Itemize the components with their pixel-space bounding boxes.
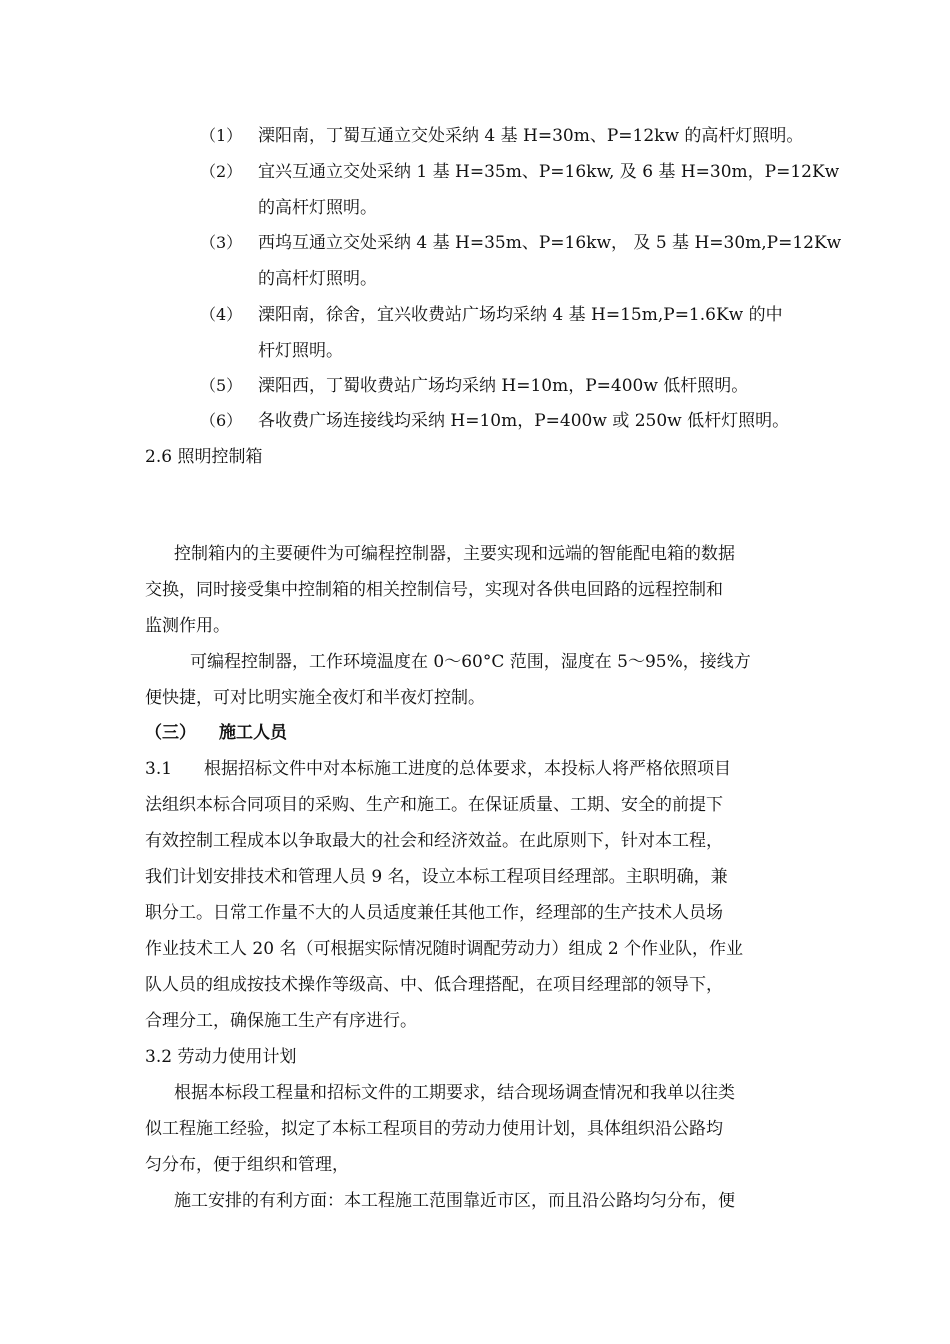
paragraph-line: 队人员的组成按技术操作等级高、中、低合理搭配，在项目经理部的领导下， (145, 975, 723, 995)
list-number: （4） (200, 305, 243, 324)
paragraph-line: 控制箱内的主要硬件为可编程控制器，主要实现和远端的智能配电箱的数据 (174, 544, 735, 564)
paragraph-line: 作业技术工人 20 名（可根据实际情况随时调配劳动力）组成 2 个作业队，作业 (145, 939, 744, 959)
paragraph-line: 便快捷，可对比明实施全夜灯和半夜灯控制。 (145, 688, 485, 708)
list-text: 杆灯照明。 (258, 341, 343, 361)
section-number: （三） (145, 723, 196, 743)
paragraph-line: 根据本标段工程量和招标文件的工期要求，结合现场调查情况和我单以往类 (174, 1083, 735, 1103)
paragraph-line: 我们计划安排技术和管理人员 9 名，设立本标工程项目经理部。主职明确，兼 (145, 867, 728, 887)
paragraph-line: 似工程施工经验，拟定了本标工程项目的劳动力使用计划，具体组织沿公路均 (145, 1119, 723, 1139)
paragraph-line: 匀分布，便于组织和管理， (145, 1155, 349, 1175)
paragraph-line: 合理分工，确保施工生产有序进行。 (145, 1011, 417, 1031)
list-number: （6） (200, 411, 243, 430)
list-text: 宜兴互通立交处采纳 1 基 H=35m、P=16kw, 及 6 基 H=30m，P=12Kw (258, 162, 840, 182)
paragraph-line: 可编程控制器，工作环境温度在 0～60°C 范围，湿度在 5～95%，接线方 (190, 652, 751, 672)
paragraph-line: 监测作用。 (145, 616, 230, 636)
list-text: 各收费广场连接线均采纳 H=10m，P=400w 或 250w 低杆灯照明。 (258, 411, 790, 431)
list-number: （3） (200, 233, 243, 252)
paragraph-line: 有效控制工程成本以争取最大的社会和经济效益。在此原则下，针对本工程， (145, 831, 723, 851)
paragraph-line: 职分工。日常工作量不大的人员适度兼任其他工作，经理部的生产技术人员场 (145, 903, 723, 923)
list-text: 的高杆灯照明。 (258, 269, 377, 289)
list-number: （2） (200, 162, 243, 181)
section-heading: 3.2 劳动力使用计划 (145, 1047, 297, 1067)
list-text: 溧阳南，徐舍，宜兴收费站广场均采纳 4 基 H=15m,P=1.6Kw 的中 (258, 305, 783, 325)
list-number: （5） (200, 376, 243, 395)
list-text: 溧阳南，丁蜀互通立交处采纳 4 基 H=30m、P=12kw 的高杆灯照明。 (258, 126, 804, 146)
paragraph-line: 根据招标文件中对本标施工进度的总体要求，本投标人将严格依照项目 (204, 759, 731, 779)
list-text: 的高杆灯照明。 (258, 198, 377, 218)
paragraph-line: 交换，同时接受集中控制箱的相关控制信号，实现对各供电回路的远程控制和 (145, 580, 723, 600)
paragraph-number: 3.1 (145, 759, 173, 779)
section-heading: 施工人员 (219, 723, 287, 743)
section-heading: 2.6 照明控制箱 (145, 447, 263, 467)
list-number: （1） (200, 126, 243, 145)
paragraph-line: 施工安排的有利方面：本工程施工范围靠近市区，而且沿公路均匀分布，便 (174, 1191, 735, 1211)
paragraph-line: 法组织本标合同项目的采购、生产和施工。在保证质量、工期、安全的前提下 (145, 795, 723, 815)
list-text: 溧阳西，丁蜀收费站广场均采纳 H=10m，P=400w 低杆照明。 (258, 376, 749, 396)
list-text: 西坞互通立交处采纳 4 基 H=35m、P=16kw， 及 5 基 H=30m,P=12Kw (258, 233, 842, 253)
